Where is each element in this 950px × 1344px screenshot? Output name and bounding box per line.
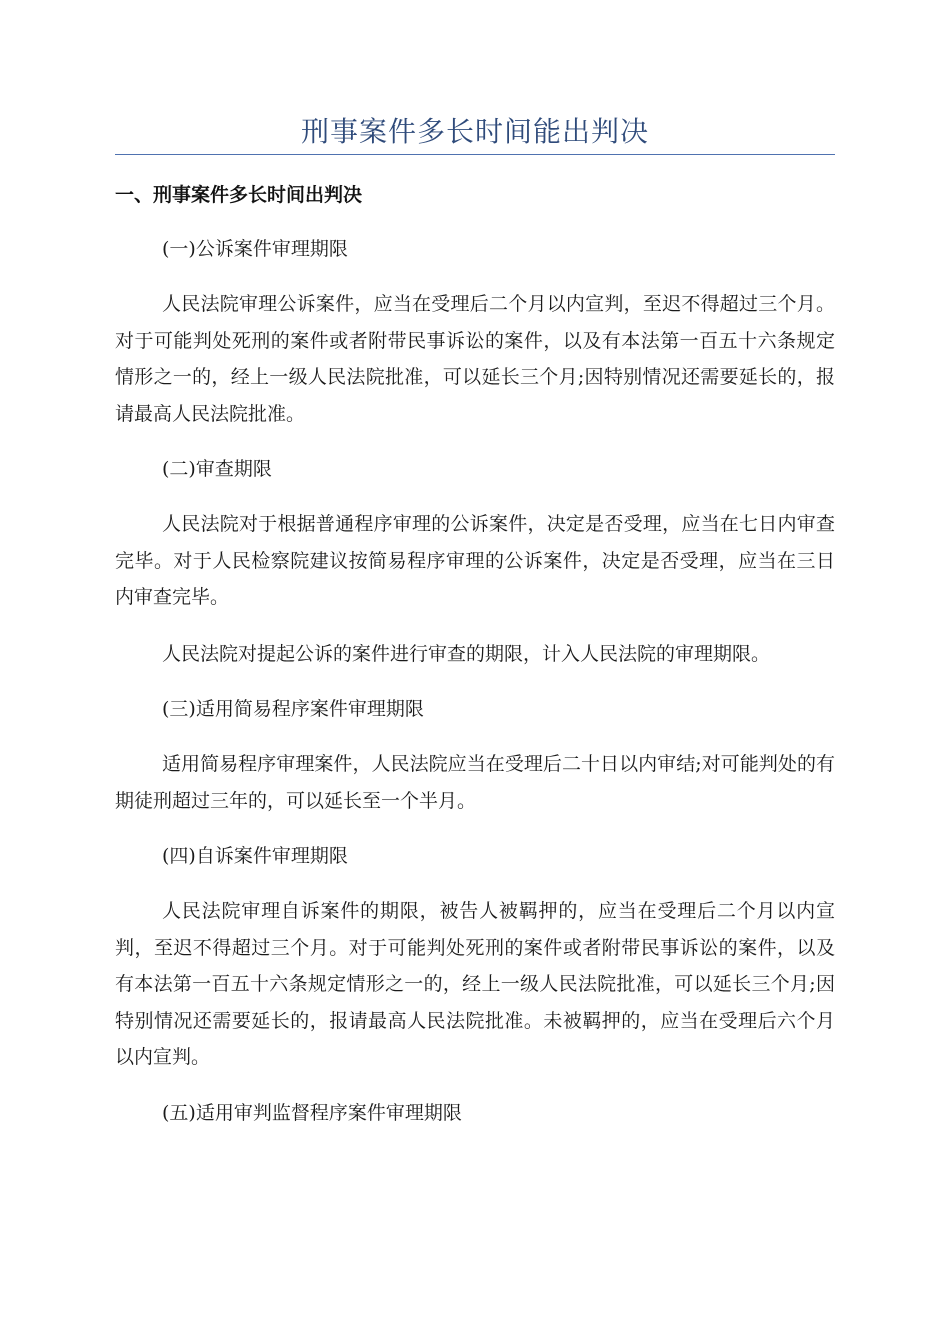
paragraph: 人民法院对于根据普通程序审理的公诉案件，决定是否受理，应当在七日内审查完毕。对于人民检察院建议按简易程序审理的公诉案件，决定是否受理，应当在三日内审查完毕。 — [115, 513, 835, 608]
paragraph: 人民法院对提起公诉的案件进行审查的期限，计入人民法院的审理期限。 — [162, 642, 771, 665]
section-heading: 一、刑事案件多长时间出判决 — [115, 184, 363, 206]
document-title: 刑事案件多长时间能出判决 — [300, 115, 649, 148]
paragraph: 人民法院审理自诉案件的期限，被告人被羁押的，应当在受理后二个月以内宣判，至迟不得超过三个月。对于可能判处死刑的案件或者附带民事诉讼的案件，以及有本法第一百五十六条规定情形之一的，经上一级人民法院批准，可以延长三个月;因特别情况还需要延长的，报请最高人民法院批准。未被羁押的，应当在受理后六个月以内宣判。 — [115, 900, 835, 1068]
subsection-heading: (一)公诉案件审理期限 — [162, 238, 348, 260]
subsection-heading: (五)适用审判监督程序案件审理期限 — [162, 1101, 462, 1124]
paragraph: 适用简易程序审理案件，人民法院应当在受理后二十日以内审结;对可能判处的有期徒刑超过三年的，可以延长至一个半月。 — [115, 753, 835, 812]
subsection-heading: (二)审查期限 — [162, 458, 272, 480]
title-underline — [115, 154, 835, 155]
paragraph: 人民法院审理公诉案件，应当在受理后二个月以内宣判，至迟不得超过三个月。对于可能判处死刑的案件或者附带民事诉讼的案件，以及有本法第一百五十六条规定情形之一的，经上一级人民法院批准，可以延长三个月;因特别情况还需要延长的，报请最高人民法院批准。 — [115, 293, 835, 425]
document-body — [115, 178, 835, 1150]
subsection-heading: (四)自诉案件审理期限 — [162, 845, 348, 867]
subsection-heading: (三)适用简易程序案件审理期限 — [162, 698, 424, 720]
